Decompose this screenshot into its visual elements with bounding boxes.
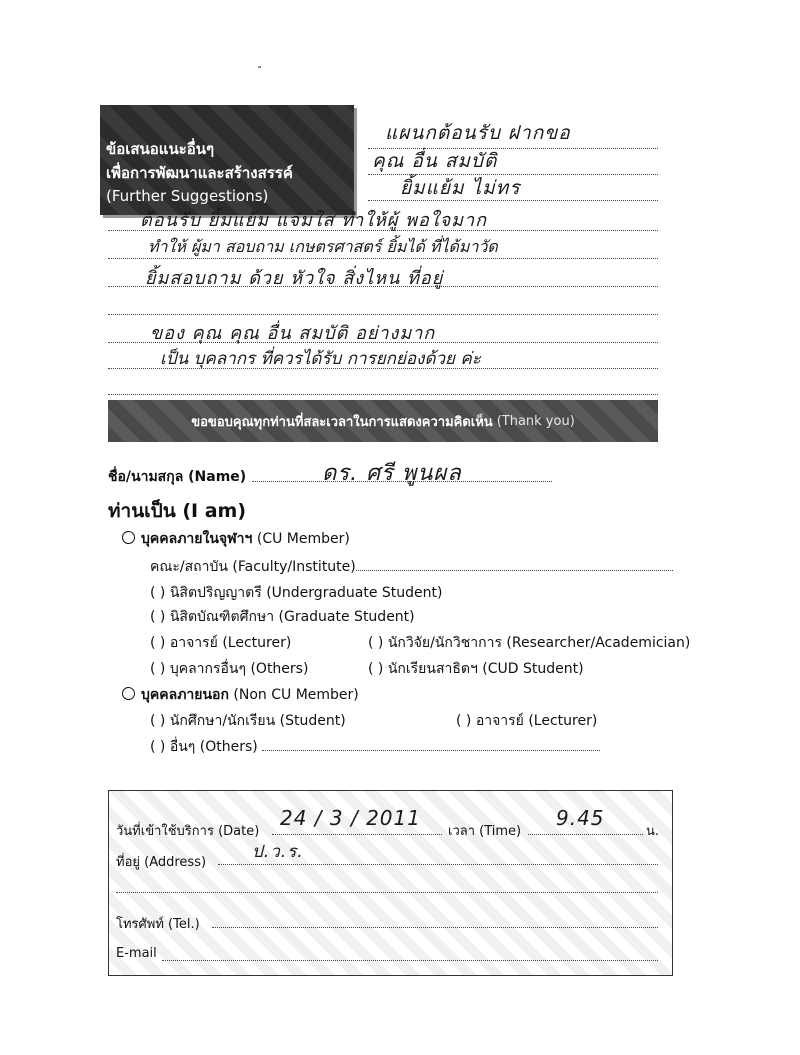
option-undergrad[interactable]: ( ) นิสิตปริญญาตรี (Undergraduate Student): [150, 585, 443, 601]
email-field[interactable]: [162, 960, 658, 961]
handwritten-date: 24 / 3 / 2011: [280, 806, 421, 830]
radio-circle-icon[interactable]: [122, 531, 135, 544]
handwritten-suggestion: เป็น บุคลากร ที่ควรได้รับ การยกย่องด้วย ค่ะ: [160, 349, 481, 369]
handwritten-address: ป.ว.ร.: [252, 842, 304, 862]
option-cud-student[interactable]: ( ) นักเรียนสาธิตฯ (CUD Student): [368, 661, 584, 677]
date-label: วันที่เข้าใช้บริการ (Date): [116, 824, 260, 839]
address-field-line-2[interactable]: [116, 892, 658, 893]
radio-circle-icon[interactable]: [122, 687, 135, 700]
non-cu-label-en: (Non CU Member): [233, 687, 359, 703]
suggestion-line: [108, 394, 658, 395]
cu-member-label-th: บุคคลภายในจุฬาฯ: [141, 531, 253, 547]
time-field[interactable]: [528, 834, 643, 835]
handwritten-suggestion: ต้อนรับ ยิ้มแย้ม แจ่มใส ทำให้ผู้ พอใจมาก: [140, 210, 488, 231]
name-label: ชื่อ/นามสกุล (Name): [108, 469, 247, 485]
header-line-2: เพื่อการพัฒนาและสร้างสรรค์: [106, 164, 293, 182]
option-cu-others[interactable]: ( ) บุคลากรอื่นๆ (Others): [150, 661, 309, 677]
time-unit: น.: [646, 824, 660, 839]
option-grad[interactable]: ( ) นิสิตบัณฑิตศึกษา (Graduate Student): [150, 609, 415, 625]
option-researcher[interactable]: ( ) นักวิจัย/นักวิชาการ (Researcher/Academician): [368, 635, 691, 651]
non-cu-member-option[interactable]: [122, 684, 359, 706]
handwritten-suggestion: ทำให้ ผู้มา สอบถาม เกษตรศาสตร์ ยิ้มได้ ที่ได้มาวัด: [148, 237, 498, 256]
page-mark: [258, 66, 261, 68]
handwritten-suggestion: ยิ้มแย้ม ไม่ทร: [400, 177, 521, 199]
handwritten-name: ดร. ศรี พูนผล: [322, 461, 462, 486]
option-non-cu-lecturer[interactable]: ( ) อาจารย์ (Lecturer): [456, 713, 598, 729]
time-label: เวลา (Time): [448, 824, 522, 839]
thanks-text-en: (Thank you): [496, 413, 575, 429]
header-line-1: ข้อเสนอแนะอื่นๆ: [106, 140, 215, 158]
date-field[interactable]: [272, 834, 442, 835]
handwritten-suggestion: แผนกต้อนรับ ฝากขอ: [385, 122, 571, 144]
option-lecturer[interactable]: ( ) อาจารย์ (Lecturer): [150, 635, 292, 651]
others-field[interactable]: [262, 750, 600, 751]
cu-member-option[interactable]: [122, 528, 350, 550]
tel-field[interactable]: [212, 927, 658, 928]
i-am-heading: ท่านเป็น (I am): [108, 500, 247, 522]
thanks-text-th: ขอขอบคุณทุกท่านที่สละเวลาในการแสดงความคิดเห็น: [191, 414, 493, 430]
handwritten-suggestion: ยิ้มสอบถาม ด้วย หัวใจ สิ่งไหน ที่อยู่: [145, 268, 444, 289]
suggestions-header: [100, 105, 354, 215]
handwritten-suggestion: คุณ อื่น สมบัติ: [372, 150, 498, 172]
non-cu-label-th: บุคคลภายนอก: [141, 687, 229, 703]
header-line-3: (Further Suggestions): [106, 187, 269, 205]
faculty-field[interactable]: [356, 570, 673, 571]
handwritten-suggestion: ของ คุณ คุณ อื่น สมบัติ อย่างมาก: [150, 323, 436, 344]
address-label: ที่อยู่ (Address): [116, 855, 207, 870]
handwritten-time: 9.45: [556, 806, 605, 830]
cu-member-label-en: (CU Member): [256, 531, 350, 547]
email-label: E-mail: [116, 946, 157, 961]
tel-label: โทรศัพท์ (Tel.): [116, 917, 200, 932]
option-student[interactable]: ( ) นักศึกษา/นักเรียน (Student): [150, 713, 346, 729]
faculty-label: คณะ/สถาบัน (Faculty/Institute): [150, 559, 356, 575]
suggestion-line: [108, 314, 658, 315]
thanks-banner: [108, 400, 658, 442]
option-non-cu-others[interactable]: ( ) อื่นๆ (Others): [150, 739, 258, 755]
